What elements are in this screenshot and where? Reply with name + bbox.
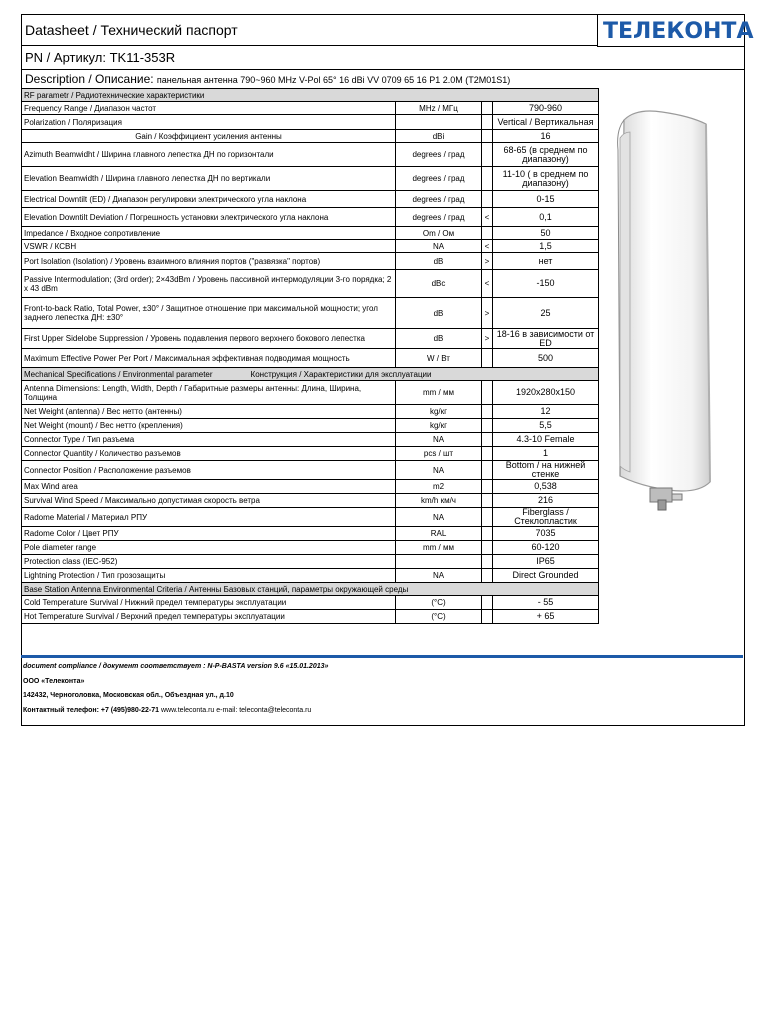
spec-param: Front-to-back Ratio, Total Power, ±30° / Защитное отношение при максимальной мощности; угол заднего лепестка ДН: ±30° xyxy=(22,298,396,329)
email-link[interactable]: e-mail: teleconta@teleconta.ru xyxy=(216,706,312,714)
spec-sign xyxy=(482,480,493,494)
spec-param: VSWR / КСВН xyxy=(22,240,396,253)
spec-unit: NA xyxy=(396,240,482,253)
spec-sign xyxy=(482,102,493,115)
spec-value: Direct Grounded xyxy=(493,569,599,583)
spec-unit: degrees / град xyxy=(396,167,482,191)
logo-text: ТЕЛЕКОНТА xyxy=(603,19,754,44)
spec-param: Azimuth Beamwidht / Ширина главного лепестка ДН по горизонтали xyxy=(22,143,396,167)
company-name: ООО «Телеконта» xyxy=(23,677,85,685)
spec-unit: degrees / град xyxy=(396,191,482,208)
spec-value: 1920x280x150 xyxy=(493,381,599,405)
spec-sign xyxy=(482,610,493,624)
spec-unit: kg/кг xyxy=(396,419,482,433)
description-text: панельная антенна 790~960 MHz V-Pol 65° 16 dBi VV 0709 65 16 P1 2.0M (T2M01S1) xyxy=(156,75,511,85)
spec-sign: > xyxy=(482,329,493,349)
spec-value: 1,5 xyxy=(493,240,599,253)
spec-param: Lightning Protection / Тип грозозащиты xyxy=(22,569,396,583)
spec-unit: mm / мм xyxy=(396,541,482,555)
spec-param: Impedance / Входное сопротивление xyxy=(22,227,396,240)
spec-value: 216 xyxy=(493,494,599,508)
section-header xyxy=(22,89,599,102)
contacts xyxy=(23,704,328,719)
spec-value: 11-10 ( в среднем по диапазону) xyxy=(493,167,599,191)
spec-sign xyxy=(482,569,493,583)
spec-row xyxy=(22,270,599,298)
spec-sign xyxy=(482,461,493,480)
description-row xyxy=(22,70,744,89)
spec-row xyxy=(22,227,599,240)
spec-row xyxy=(22,596,599,610)
spec-row xyxy=(22,610,599,624)
spec-unit: NA xyxy=(396,433,482,447)
spec-row xyxy=(22,349,599,368)
spec-sign: > xyxy=(482,298,493,329)
spec-param: Pole diameter range xyxy=(22,541,396,555)
spec-value: 12 xyxy=(493,405,599,419)
spec-sign xyxy=(482,433,493,447)
spec-param: Survival Wind Speed / Максимально допустимая скорость ветра xyxy=(22,494,396,508)
spec-param: Elevation Beamwidth / Ширина главного лепестка ДН по вертикали xyxy=(22,167,396,191)
spec-unit: dB xyxy=(396,298,482,329)
website-link[interactable]: www.teleconta.ru xyxy=(161,706,215,714)
spec-unit: NA xyxy=(396,461,482,480)
spec-param: Polarization / Поляризация xyxy=(22,115,396,130)
spec-unit: km/h км/ч xyxy=(396,494,482,508)
section-title-left: Mechanical Specifications / Environmental parameter xyxy=(24,369,213,379)
spec-unit: degrees / град xyxy=(396,208,482,227)
spec-sign xyxy=(482,447,493,461)
spec-value: 68-65 (в среднем по диапазону) xyxy=(493,143,599,167)
spec-param: First Upper Sidelobe Suppression / Уровень подавления первого верхнего бокового лепестка xyxy=(22,329,396,349)
part-number-row xyxy=(22,46,744,70)
spec-row xyxy=(22,494,599,508)
spec-param: Net Weight (antenna) / Вес нетто (антенны) xyxy=(22,405,396,419)
spec-sign xyxy=(482,227,493,240)
spec-unit: dB xyxy=(396,253,482,270)
spec-param: Maximum Effective Power Per Port / Максимальная эффективная подводимая мощность xyxy=(22,349,396,368)
spec-unit: pcs / шт xyxy=(396,447,482,461)
spec-unit: m2 xyxy=(396,480,482,494)
spec-value: IP65 xyxy=(493,555,599,569)
spec-row xyxy=(22,527,599,541)
spec-value: Vertical / Вертикальная xyxy=(493,115,599,130)
spec-row xyxy=(22,329,599,349)
spec-value: -150 xyxy=(493,270,599,298)
spec-sign xyxy=(482,405,493,419)
spec-param: Elevation Downtilt Deviation / Погрешность установки электрического угла наклона xyxy=(22,208,396,227)
spec-unit: dBc xyxy=(396,270,482,298)
spec-unit: W / Вт xyxy=(396,349,482,368)
spec-row xyxy=(22,555,599,569)
spec-unit: NA xyxy=(396,569,482,583)
spec-row xyxy=(22,433,599,447)
spec-value: - 55 xyxy=(493,596,599,610)
spec-param: Frequency Range / Диапазон частот xyxy=(22,102,396,115)
spec-row xyxy=(22,253,599,270)
spec-value: 0,538 xyxy=(493,480,599,494)
section-title: RF parametr / Радиотехнические характеристики xyxy=(22,89,599,102)
page-title: Datasheet / Технический паспорт xyxy=(25,22,238,38)
section-title-right: Конструкция / Характеристики для эксплуатации xyxy=(250,369,432,379)
section-title: Base Station Antenna Environmental Criteria / Антенны Базовых станций, параметры окружающей среды xyxy=(22,583,599,596)
spec-row xyxy=(22,461,599,480)
spec-param: Connector Quantity / Количество разъемов xyxy=(22,447,396,461)
spec-value: Bottom / на нижней стенке xyxy=(493,461,599,480)
spec-row xyxy=(22,541,599,555)
spec-param: Radome Color / Цвет РПУ xyxy=(22,527,396,541)
spec-row xyxy=(22,208,599,227)
spec-row xyxy=(22,480,599,494)
description xyxy=(25,72,510,86)
spec-unit: NA xyxy=(396,508,482,527)
footer-divider xyxy=(21,655,743,658)
spec-unit: (°C) xyxy=(396,596,482,610)
spec-param: Passive Intermodulation; (3rd order); 2×43dBm / Уровень пассивной интермодуляции 3-го порядка; 2 x 43 dBm xyxy=(22,270,396,298)
spec-sign xyxy=(482,349,493,368)
spec-param: Antenna Dimensions: Length, Width, Depth / Габаритные размеры антенны: Длина, Ширина, Толщина xyxy=(22,381,396,405)
spec-row xyxy=(22,508,599,527)
spec-value: + 65 xyxy=(493,610,599,624)
spec-unit: MHz / МГц xyxy=(396,102,482,115)
spec-row xyxy=(22,405,599,419)
spec-row xyxy=(22,419,599,433)
spec-value: 1 xyxy=(493,447,599,461)
spec-unit: dBi xyxy=(396,130,482,143)
spec-param: Gain / Коэффициент усиления антенны xyxy=(22,130,396,143)
spec-value: 18-16 в зависимости от ED xyxy=(493,329,599,349)
spec-value: 7035 xyxy=(493,527,599,541)
spec-sign xyxy=(482,596,493,610)
spec-value: 0-15 xyxy=(493,191,599,208)
spec-sign xyxy=(482,115,493,130)
spec-value: 4.3-10 Female xyxy=(493,433,599,447)
spec-param: Radome Material / Материал РПУ xyxy=(22,508,396,527)
spec-row xyxy=(22,447,599,461)
spec-unit: mm / мм xyxy=(396,381,482,405)
section-header xyxy=(22,583,599,596)
spec-param: Connector Position / Расположение разъемов xyxy=(22,461,396,480)
company-logo xyxy=(597,14,754,47)
spec-unit: kg/кг xyxy=(396,405,482,419)
spec-row xyxy=(22,130,599,143)
spec-sign: < xyxy=(482,270,493,298)
spec-value: 790-960 xyxy=(493,102,599,115)
spec-unit: Om / Ом xyxy=(396,227,482,240)
spec-value: 5,5 xyxy=(493,419,599,433)
spec-param: Cold Temperature Survival / Нижний предел температуры эксплуатации xyxy=(22,596,396,610)
antenna-illustration xyxy=(606,110,722,526)
spec-row xyxy=(22,115,599,130)
spec-sign: < xyxy=(482,208,493,227)
spec-unit: dB xyxy=(396,329,482,349)
spec-sign xyxy=(482,381,493,405)
spec-unit xyxy=(396,115,482,130)
spec-sign xyxy=(482,419,493,433)
spec-unit: degrees / град xyxy=(396,143,482,167)
contact-phone: Контактный телефон: +7 (495)980-22-71 xyxy=(23,706,160,714)
spec-value: 16 xyxy=(493,130,599,143)
spec-sign: < xyxy=(482,240,493,253)
spec-sign xyxy=(482,130,493,143)
spec-sign xyxy=(482,555,493,569)
spec-row xyxy=(22,167,599,191)
spec-value: 60-120 xyxy=(493,541,599,555)
spec-sign: > xyxy=(482,253,493,270)
spec-sign xyxy=(482,494,493,508)
spec-param: Max Wind area xyxy=(22,480,396,494)
description-label: Description / Описание: xyxy=(25,72,154,86)
spec-param: Hot Temperature Survival / Верхний предел температуры эксплуатации xyxy=(22,610,396,624)
spec-sign xyxy=(482,508,493,527)
spec-param: Electrical Downtilt (ED) / Диапазон регулировки электрического угла наклона xyxy=(22,191,396,208)
spec-unit: (°C) xyxy=(396,610,482,624)
spec-param: Protection class (IEC-952) xyxy=(22,555,396,569)
spec-sign xyxy=(482,191,493,208)
specifications-table xyxy=(21,88,599,624)
spec-sign xyxy=(482,143,493,167)
spec-value: 500 xyxy=(493,349,599,368)
spec-row xyxy=(22,298,599,329)
spec-param: Net Weight (mount) / Вес нетто (крепления) xyxy=(22,419,396,433)
spec-sign xyxy=(482,541,493,555)
spec-unit xyxy=(396,555,482,569)
document-compliance: document compliance / документ соответствует : N-P-BASTA version 9.6 «15.01.2013» xyxy=(23,663,329,670)
spec-sign xyxy=(482,167,493,191)
spec-row xyxy=(22,143,599,167)
spec-value: 0,1 xyxy=(493,208,599,227)
spec-row xyxy=(22,102,599,115)
section-header xyxy=(22,368,599,381)
spec-row xyxy=(22,240,599,253)
spec-row xyxy=(22,381,599,405)
company-address: 142432, Черноголовка, Московская обл., Объездная ул., д.10 xyxy=(23,692,234,699)
spec-value: 50 xyxy=(493,227,599,240)
spec-unit: RAL xyxy=(396,527,482,541)
spec-row xyxy=(22,569,599,583)
spec-value: Fiberglass / Стеклопластик xyxy=(493,508,599,527)
spec-sign xyxy=(482,527,493,541)
spec-param: Connector Type / Тип разъема xyxy=(22,433,396,447)
part-number: PN / Артикул: TK11-353R xyxy=(25,50,176,65)
spec-param: Port Isolation (Isolation) / Уровень взаимного влияния портов ("развязка" портов) xyxy=(22,253,396,270)
spec-value: нет xyxy=(493,253,599,270)
spec-value: 25 xyxy=(493,298,599,329)
footer xyxy=(23,660,328,718)
spec-row xyxy=(22,191,599,208)
